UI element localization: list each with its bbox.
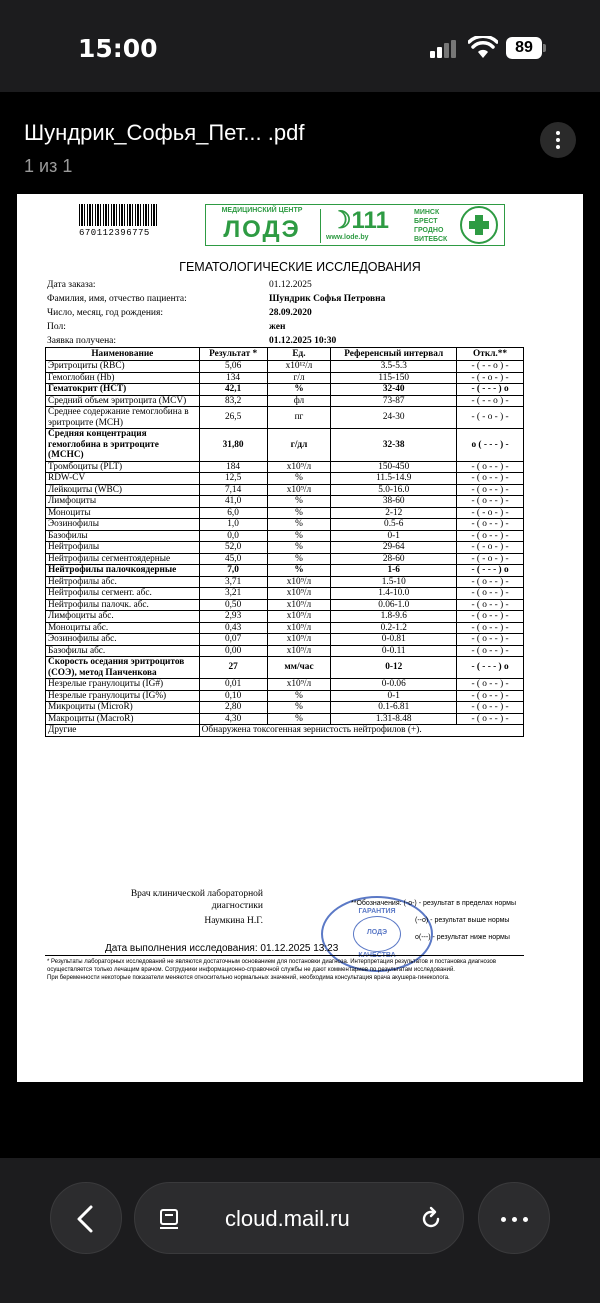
barcode-number: 670112396775 (79, 228, 150, 238)
doctor-title: Врач клинической лабораторной диагностики (130, 889, 263, 911)
battery-tip (543, 44, 546, 52)
wifi-icon (468, 36, 498, 60)
table-row: Базофилы абс. 0,00 х10⁹/л 0-0.11 - ( о - - ) - (46, 645, 524, 657)
table-row: Нейтрофилы сегментоядерные 45,0 % 28-60 - ( - о - ) - (46, 553, 524, 565)
reader-mode-icon[interactable] (157, 1207, 181, 1231)
table-row: Нейтрофилы 52,0 % 29-64 - ( - о - ) - (46, 542, 524, 554)
table-row: RDW-CV 12,5 % 11.5-14.9 - ( о - - ) - (46, 473, 524, 485)
status-time: 15:00 (78, 34, 158, 63)
clinic-logo (205, 204, 505, 246)
logo-name: ЛОДЭ (223, 216, 301, 243)
table-row: Лимфоциты 41,0 % 38-60 - ( о - - ) - (46, 496, 524, 508)
table-row: Нейтрофилы абс. 3,71 х10⁹/л 1.5-10 - ( о - - ) - (46, 576, 524, 588)
table-row: Эозинофилы абс. 0,07 х10⁹/л 0-0.81 - ( о - - ) - (46, 634, 524, 646)
table-row: Средний объем эритроцита (MCV) 83,2 фл 73-87 - ( - - о ) - (46, 395, 524, 407)
deviation-legend: **Обозначения: (-о-) - результат в пределах нормы (--о) - результат выше нормы о(---) - результат ниже нормы (351, 900, 517, 941)
url-text: cloud.mail.ru (225, 1206, 350, 1231)
table-row-other: Другие Обнаружена токсогенная зернистость нейтрофилов (+). (46, 725, 524, 737)
table-row: Базофилы 0,0 % 0-1 - ( о - - ) - (46, 530, 524, 542)
signal-icon (430, 40, 458, 58)
table-row: Гемоглобин (Hb) 134 г/л 115-150 - ( - о - ) - (46, 372, 524, 384)
table-row: Макроциты (MacroR) 4,30 % 1.31-8.48 - ( о - - ) - (46, 713, 524, 725)
more-menu-button[interactable] (478, 1182, 550, 1254)
chevron-left-icon (51, 1183, 123, 1255)
pdf-page[interactable]: 670112396775 МЕДИЦИНСКИЙ ЦЕНТР ЛОДЭ ☽111 www.lode.by МИНСК БРЕСТ ГРОДНО ВИТЕБСК ГЕМАТОЛОГИЧЕСКИЕ ИССЛЕДОВАНИЯ Дата заказа: 01.12.2025 Фамилия, имя, отчество пациента: Шундрик Софья Петровна Число, месяц, год рождения: 28.09.2020 Пол: жен Заявка получена: 01.12.2025 10:30 Наименование Результат * Ед. Референсный интервал Откл.** Эритроциты (RBC) 5,06 х10¹²/л 3.5-5.3 - ( - - о ) - Гемоглобин (Hb) 134 г/л 115-150 - ( - о - ) - Гематокрит (HCT) 42,1 % 32-40 - ( - - - ) о Средний объем эритроцита (MCV) 83,2 фл 73-87 - ( - - о ) - Среднее содержание гемоглобина в эритроците (MCH) 26,5 пг 24-30 - ( - о - ) - Средняя концентрация гемоглобина в эритроците (MCHC) 31,80 г/дл 32-38 о ( - - - ) - Тромбоциты (PLT) 184 х10⁹/л 150-450 - ( о - - ) - RDW-CV 12,5 % 11.5-14.9 - ( о - - ) - Лейкоциты (WBC) 7,14 х10⁹/л 5.0-16.0 - ( о - - ) - Лимфоциты 41,0 % 38-60 - ( о - - ) - Моноциты 6,0 % 2-12 - ( - о - ) - Эозинофилы 1,0 % 0.5-6 - ( о - - ) - Базофилы 0,0 % 0-1 - ( о - - ) - Нейтрофилы 52,0 % 29-64 - ( - о - ) - Нейтрофилы сегментоядерные 45,0 % 28-60 - ( - о - ) - Нейтрофилы палочкоядерные 7,0 % 1-6 - ( - - - ) о Нейтрофилы абс. 3,71 х10⁹/л 1.5-10 - ( о - - ) - Нейтрофилы сегмент. абс. 3,21 х10⁹/л 1.4-10.0 - ( о - - ) - Нейтрофилы палочк. абс. 0,50 х10⁹/л 0.06-1.0 - ( о - - ) - Лимфоциты абс. 2,93 х10⁹/л 1.8-9.6 - ( о - - ) - Моноциты абс. 0,43 х10⁹/л 0.2-1.2 - ( о - - ) - Эозинофилы абс. 0,07 х10⁹/л 0-0.81 - ( о - - ) - Базофилы абс. 0,00 х10⁹/л 0-0.11 - ( о - - ) - Скорость оседания эритроцитов (СОЭ), метод Панченкова 27 мм/час 0-12 - ( - - - ) о Незрелые гранулоциты (IG#) 0,01 х10⁹/л 0-0.06 - ( о - - ) - Незрелые гранулоциты (IG%) 0,10 % 0-1 - ( о - - ) - Микроциты (MicroR) 2,80 % 0.1-6.81 - ( о - - ) - Макроциты (MacroR) 4,30 % 1.31-8.48 - ( о - - ) - Другие Обнаружена токсогенная зернистость нейтрофилов (+). Врач клинической лабораторной диагностики Наумкина Н.Г. ГАРАНТИЯ ЛОДЭ **Обозначения: (-о-) - результат в пределах нормы (--о) - результат выше нормы о(---) - результат ниже нормы Дата выполнения исследования: 01.12.2025 13:23 * Результаты лабораторных исследований не являются достаточным основанием для постановки диагноза. Интерпретация результатов и постановка диагнозов осуществляется только лечащим врачом. Сотрудники информационно-справочной службы не дают комментариев по результатам исследований. При беременности некоторые показатели меняются относительно нормальных значений, необходима консультация врача акушера-гинеколога. (17, 194, 583, 1082)
logo-phone: ☽111 (330, 207, 389, 234)
table-row: Незрелые гранулоциты (IG#) 0,01 х10⁹/л 0-0.06 - ( о - - ) - (46, 679, 524, 691)
logo-site: www.lode.by (326, 234, 369, 241)
status-bar (0, 0, 600, 92)
reload-icon[interactable] (417, 1205, 445, 1233)
table-row: Лейкоциты (WBC) 7,14 х10⁹/л 5.0-16.0 - ( о - - ) - (46, 484, 524, 496)
table-row: Средняя концентрация гемоглобина в эритроците (MCHC) 31,80 г/дл 32-38 о ( - - - ) - (46, 429, 524, 462)
table-row: Тромбоциты (PLT) 184 х10⁹/л 150-450 - ( о - - ) - (46, 461, 524, 473)
table-row: Нейтрофилы палочк. абс. 0,50 х10⁹/л 0.06-1.0 - ( о - - ) - (46, 599, 524, 611)
browser-bottom-bar (0, 1158, 600, 1303)
address-bar[interactable] (134, 1182, 464, 1254)
table-row: Лимфоциты абс. 2,93 х10⁹/л 1.8-9.6 - ( о - - ) - (46, 611, 524, 623)
table-row: Эритроциты (RBC) 5,06 х10¹²/л 3.5-5.3 - ( - - о ) - (46, 361, 524, 373)
page-counter: 1 из 1 (24, 156, 73, 176)
table-row: Среднее содержание гемоглобина в эритроците (MCH) 26,5 пг 24-30 - ( - о - ) - (46, 407, 524, 429)
doctor-name: Наумкина Н.Г. (204, 916, 263, 926)
table-row: Микроциты (MicroR) 2,80 % 0.1-6.81 - ( о - - ) - (46, 702, 524, 714)
table-row: Моноциты абс. 0,43 х10⁹/л 0.2-1.2 - ( о - - ) - (46, 622, 524, 634)
table-row: Эозинофилы 1,0 % 0.5-6 - ( о - - ) - (46, 519, 524, 531)
barcode (79, 204, 157, 226)
table-row: Незрелые гранулоциты (IG%) 0,10 % 0-1 - ( о - - ) - (46, 690, 524, 702)
document-title: ГЕМАТОЛОГИЧЕСКИЕ ИССЛЕДОВАНИЯ (179, 260, 421, 274)
results-table (45, 347, 524, 737)
quality-badge-icon (460, 206, 498, 244)
table-row: Гематокрит (HCT) 42,1 % 32-40 - ( - - - ) о (46, 384, 524, 396)
table-row: Нейтрофилы палочкоядерные 7,0 % 1-6 - ( - - - ) о (46, 565, 524, 577)
completion-date: Дата выполнения исследования: 01.12.2025 13:23 (105, 943, 339, 954)
file-name: Шундрик_Софья_Пет... .pdf (24, 120, 305, 145)
footnotes: * Результаты лабораторных исследований не являются достаточным основанием для постановки диагноза. Интерпретация результатов и постановка диагнозов осуществляется только лечащим врачом. Сотрудники информационно-справочной службы не дают комментариев по результатам исследований. При беременности некоторые показатели меняются относительно нормальных значений, необходима консультация врача акушера-гинеколога. (47, 959, 497, 981)
logo-cities: МИНСК БРЕСТ ГРОДНО ВИТЕБСК (414, 209, 448, 243)
battery-icon: 89 (506, 37, 542, 59)
table-header-row: Наименование Результат * Ед. Референсный интервал Откл.** (46, 348, 524, 361)
table-row: Нейтрофилы сегмент. абс. 3,21 х10⁹/л 1.4-10.0 - ( о - - ) - (46, 588, 524, 600)
quality-stamp: ГАРАНТИЯ ЛОДЭ (321, 896, 433, 972)
logo-center: МЕДИЦИНСКИЙ ЦЕНТР (221, 207, 303, 214)
viewer-header (0, 92, 600, 192)
table-row: Моноциты 6,0 % 2-12 - ( - о - ) - (46, 507, 524, 519)
table-row: Скорость оседания эритроцитов (СОЭ), метод Панченкова 27 мм/час 0-12 - ( - - - ) о (46, 657, 524, 679)
back-button[interactable] (50, 1182, 122, 1254)
more-options-button[interactable] (540, 122, 576, 158)
